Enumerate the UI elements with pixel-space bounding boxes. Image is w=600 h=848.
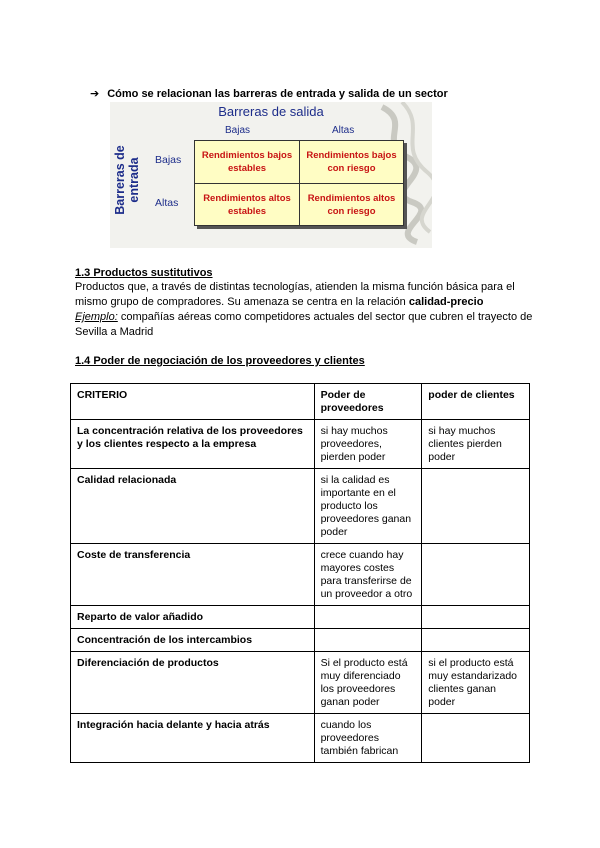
- diagram-vertical-title: Barreras de entrada: [113, 145, 141, 215]
- diagram-title: Barreras de salida: [218, 104, 324, 119]
- bullet-line: [90, 87, 448, 100]
- header-clientes: poder de clientes: [422, 384, 530, 420]
- example-text: compañías aéreas como competidores actuales del sector que cubren el trayecto de Sevilla a Madrid: [75, 311, 533, 338]
- cell-proveedores: [314, 629, 422, 652]
- section-heading-14: 1.4 Poder de negociación de los proveedores y clientes: [75, 355, 365, 367]
- cell-clientes: [422, 629, 530, 652]
- table-row: [71, 420, 530, 469]
- cell-proveedores: crece cuando hay mayores costes para transferirse de un proveedor a otro: [314, 544, 422, 606]
- cell-proveedores: Si el producto está muy diferenciado los proveedores ganan poder: [314, 652, 422, 714]
- cell-criterio: Reparto de valor añadido: [71, 606, 315, 629]
- cell-clientes: [422, 606, 530, 629]
- header-criterio: CRITERIO: [71, 384, 315, 420]
- cell-low-low: Rendimientos bajos estables: [201, 150, 293, 174]
- table-row: [71, 544, 530, 606]
- header-proveedores: Poder de proveedores: [314, 384, 422, 420]
- paragraph-text: Productos que, a través de distintas tecnologías, atienden la misma función básica para el mismo grupo de compradores. Su amenaza se centra en la relación: [75, 281, 515, 308]
- example-label: Ejemplo:: [75, 311, 118, 323]
- cell-proveedores: si hay muchos proveedores, pierden poder: [314, 420, 422, 469]
- cell-clientes: si hay muchos clientes pierden poder: [422, 420, 530, 469]
- cell-proveedores: cuando los proveedores también fabrican: [314, 714, 422, 763]
- table-row: [71, 469, 530, 544]
- bullet-text: Cómo se relacionan las barreras de entrada y salida de un sector: [107, 88, 448, 100]
- section-13-paragraph: [75, 280, 535, 340]
- cell-criterio: Calidad relacionada: [71, 469, 315, 544]
- cell-criterio: Integración hacia delante y hacia atrás: [71, 714, 315, 763]
- cell-criterio: Concentración de los intercambios: [71, 629, 315, 652]
- cell-criterio: Diferenciación de productos: [71, 652, 315, 714]
- section-heading-13: 1.3 Productos sustitutivos: [75, 267, 213, 279]
- col-label-low: Bajas: [225, 125, 251, 136]
- cell-criterio: Coste de transferencia: [71, 544, 315, 606]
- table-row: [71, 629, 530, 652]
- cell-proveedores: si la calidad es importante en el producto los proveedores ganan poder: [314, 469, 422, 544]
- col-label-high: Altas: [332, 125, 355, 136]
- arrow-right-icon: ➔: [90, 88, 100, 100]
- cell-clientes: [422, 469, 530, 544]
- table-row: [71, 652, 530, 714]
- table-row: [71, 714, 530, 763]
- criteria-table: [70, 383, 530, 763]
- table-row: [71, 606, 530, 629]
- row-label-low: Bajas: [155, 154, 182, 166]
- row-label-high: Altas: [155, 197, 179, 209]
- paragraph-bold: calidad-precio: [408, 296, 484, 308]
- barriers-diagram: [110, 102, 432, 248]
- table-header-row: [71, 384, 530, 420]
- cell-high-high: Rendimientos altos con riesgo: [299, 183, 403, 225]
- cell-clientes: [422, 714, 530, 763]
- cell-criterio: La concentración relativa de los proveedores y los clientes respecto a la empresa: [71, 420, 315, 469]
- cell-low-high: Rendimientos bajos con riesgo: [299, 141, 403, 183]
- diagram-grid: [194, 140, 404, 226]
- cell-clientes: [422, 544, 530, 606]
- cell-high-low: Rendimientos altos estables: [195, 183, 299, 225]
- cell-clientes: si el producto está muy estandarizado clientes ganan poder: [422, 652, 530, 714]
- cell-proveedores: [314, 606, 422, 629]
